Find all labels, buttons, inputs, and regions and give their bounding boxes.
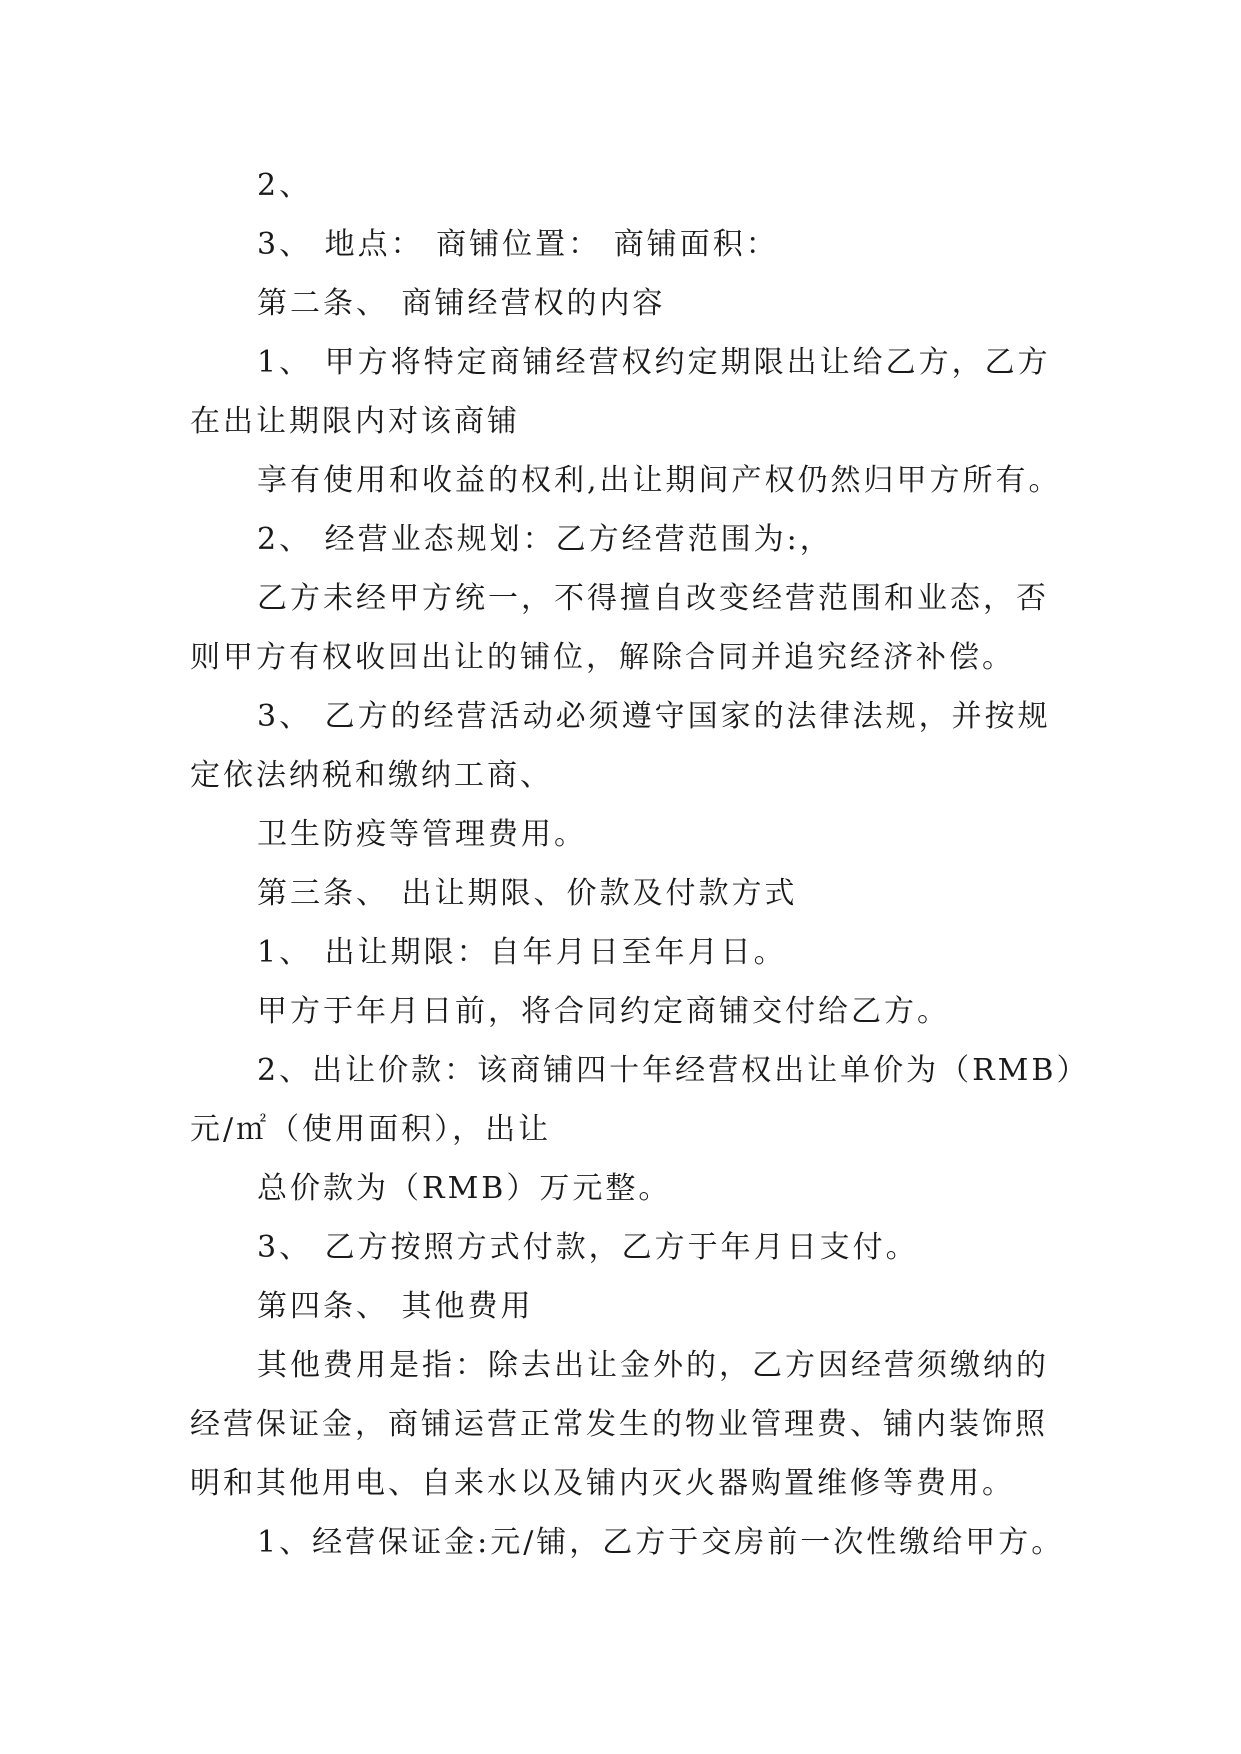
paragraph-line: 元/㎡（使用面积），出让 — [190, 1112, 552, 1147]
paragraph-line: 定依法纳税和缴纳工商、 — [190, 758, 553, 793]
section-heading: 第二条、 商铺经营权的内容 — [257, 286, 666, 321]
paragraph-line: 明和其他用电、自来水以及铺内灭火器购置维修等费用。 — [190, 1466, 1015, 1501]
paragraph-line: 则甲方有权收回出让的铺位，解除合同并追究经济补偿。 — [190, 640, 1015, 675]
paragraph-line: 1、经营保证金:元/铺，乙方于交房前一次性缴给甲方。 — [257, 1525, 1065, 1560]
section-heading: 第四条、 其他费用 — [257, 1289, 534, 1324]
paragraph-line: 总价款为（RMB）万元整。 — [257, 1171, 672, 1206]
paragraph-line: 1、 甲方将特定商铺经营权约定期限出让给乙方，乙方 — [257, 345, 1051, 380]
section-heading: 第三条、 出让期限、价款及付款方式 — [257, 876, 798, 911]
paragraph-line: 在出让期限内对该商铺 — [190, 404, 520, 439]
paragraph-line: 2、出让价款：该商铺四十年经营权出让单价为（RMB） — [257, 1053, 1090, 1088]
paragraph-line: 经营保证金，商铺运营正常发生的物业管理费、铺内装饰照 — [190, 1407, 1048, 1442]
paragraph-line: 其他费用是指：除去出让金外的，乙方因经营须缴纳的 — [257, 1348, 1049, 1383]
paragraph-line: 3、 乙方的经营活动必须遵守国家的法律法规，并按规 — [257, 699, 1051, 734]
paragraph-line: 乙方未经甲方统一，不得擅自改变经营范围和业态，否 — [257, 581, 1049, 616]
paragraph-line: 享有使用和收益的权利,出让期间产权仍然归甲方所有。 — [257, 463, 1062, 498]
paragraph-line: 3、 地点： 商铺位置： 商铺面积： — [257, 227, 779, 262]
paragraph-line: 卫生防疫等管理费用。 — [257, 817, 587, 852]
paragraph-line: 2、 经营业态规划：乙方经营范围为:， — [257, 522, 833, 557]
paragraph-line: 1、 出让期限：自年月日至年月日。 — [257, 935, 787, 970]
paragraph-line: 2、 — [257, 168, 313, 203]
paragraph-line: 3、 乙方按照方式付款，乙方于年月日支付。 — [257, 1230, 919, 1265]
paragraph-line: 甲方于年月日前，将合同约定商铺交付给乙方。 — [257, 994, 950, 1029]
